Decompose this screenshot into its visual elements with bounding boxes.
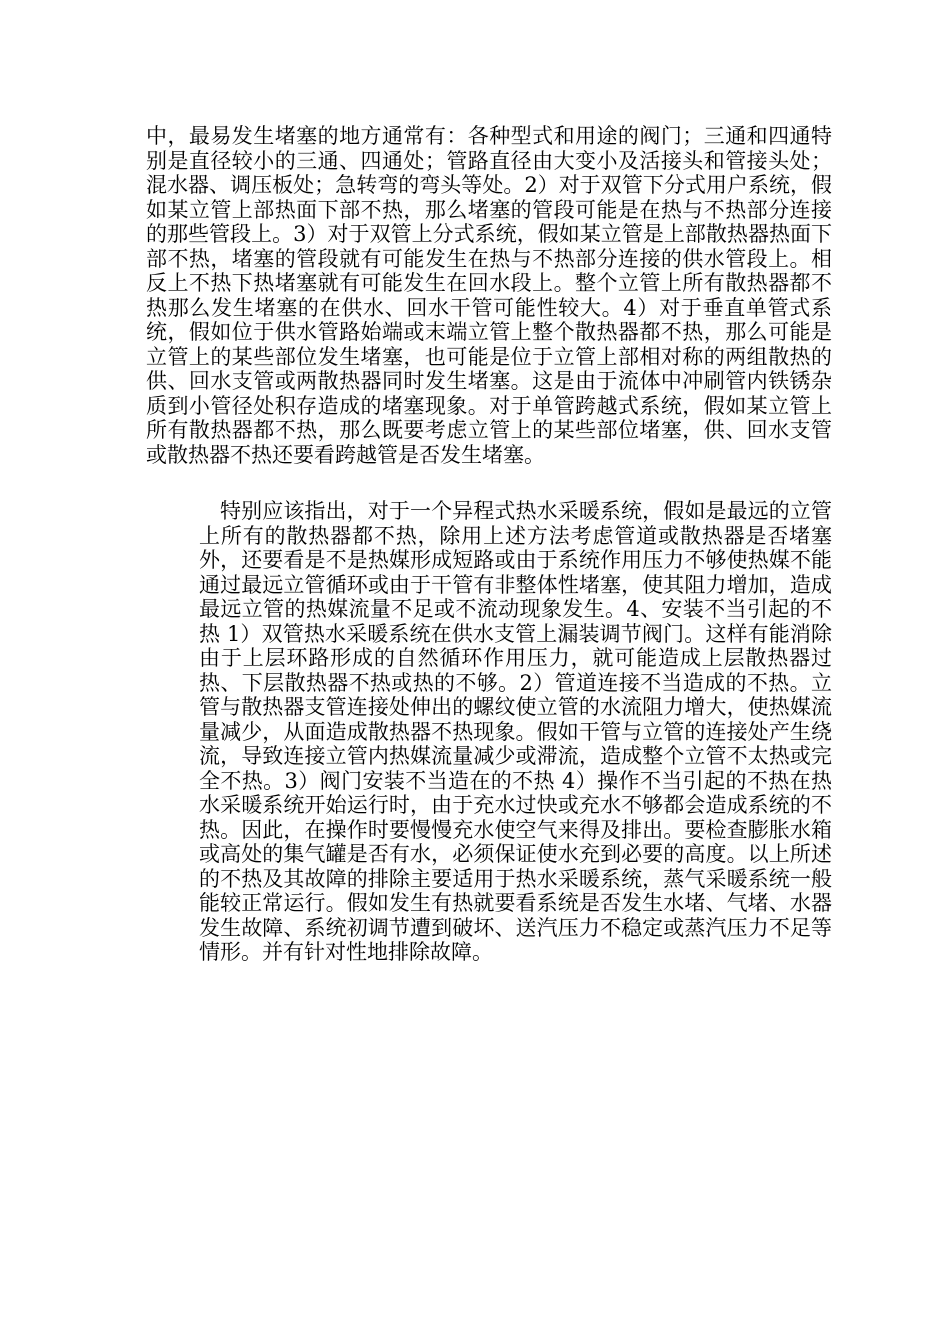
body-paragraph-1: 中，最易发生堵塞的地方通常有：各种型式和用途的阀门；三通和四通特别是直径较小的三通、四通处；管路直径由大变小及活接头和管接头处；混水器、调压板处；急转弯的弯头等处。2）对于双管下分式用户系统，假如某立管上部热面下部不热，那么堵塞的管段可能是在热与不热部分连接的那些管段上。3）对于双管上分式系统，假如某立管是上部散热器热面下部不热，堵塞的管段就有可能发生在热与不热部分连接的供水管段上。相反上不热下热堵塞就有可能发生在回水段上。整个立管上所有散热器都不热那么发生堵塞的在供水、回水干管可能性较大。4）对于垂直单管式系统，假如位于供水管路始端或末端立管上整个散热器都不热，那么可能是立管上的某些部位发生堵塞，也可能是位于立管上部相对称的两组散热的供、回水支管或两散热器同时发生堵塞。这是由于流体中冲刷管内铁锈杂质到小管径处积存造成的堵塞现象。对于单管跨越式系统，假如某立管上所有散热器都不热，那么既要考虑立管上的某些部位堵塞，供、回水支管或散热器不热还要看跨越管是否发生堵塞。 <box>146 124 832 467</box>
body-paragraph-2: 特别应该指出，对于一个异程式热水采暖系统，假如是最远的立管上所有的散热器都不热，除用上述方法考虑管道或散热器是否堵塞外，还要看是不是热媒形成短路或由于系统作用压力不够使热媒不能通过最远立管循环或由于干管有非整体性堵塞，使其阻力增加，造成最远立管的热媒流量不足或不流动现象发生。4、安装不当引起的不热 1）双管热水采暖系统在供水支管上漏装调节阀门。这样有能消除由于上层环路形成的自然循环作用压力，就可能造成上层散热器过热、下层散热器不热或热的不够。2）管道连接不当造成的不热。立管与散热器支管连接处伸出的螺纹使立管的水流阻力增大，使热媒流量减少，从面造成散热器不热现象。假如干管与立管的连接处产生绕流，导致连接立管内热媒流量减少或滞流，造成整个立管不太热或完全不热。3）阀门安装不当造在的不热 4）操作不当引起的不热在热水采暖系统开始运行时，由于充水过快或充水不够都会造成系统的不热。因此，在操作时要慢慢充水使空气来得及排出。要检查膨胀水箱或高处的集气罐是否有水，必须保证使水充到必要的高度。以上所述的不热及其故障的排除主要适用于热水采暖系统，蒸气采暖系统一般能较正常运行。假如发生有热就要看系统是否发生水堵、气堵、水器发生故障、系统初调节遭到破坏、送汽压力不稳定或蒸汽压力不足等情形。并有针对性地排除故障。 <box>199 499 832 964</box>
